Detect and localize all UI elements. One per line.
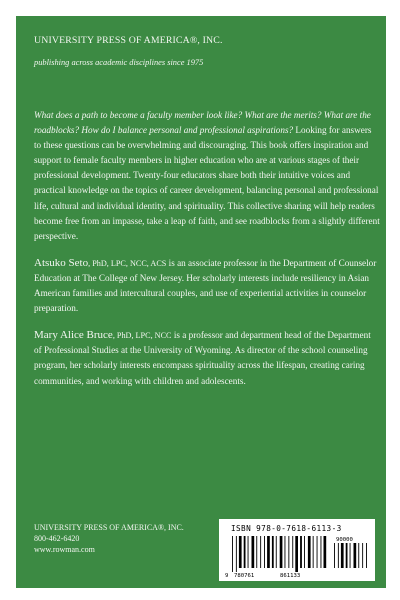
barcode-bar <box>232 536 233 572</box>
barcode-bar <box>334 543 335 568</box>
barcode-bar <box>252 536 255 568</box>
barcode-digit-first: 9 <box>225 573 229 579</box>
isbn-label: ISBN 978-0-7618-6113-3 <box>231 524 342 533</box>
barcode-bar <box>288 536 289 568</box>
isbn-barcode-box <box>219 519 375 581</box>
addon-bars <box>334 543 367 568</box>
barcode-bar <box>295 536 298 572</box>
description-body: Looking for answers to these questions can be overwhelming and discouraging. This book offers inspiration and support to female faculty members in higher education who are at various stages of their professional development. Twenty-four educators share both their intuitive voices and practical knowledge on the topics of career development, balancing personal and professional life, cultural and individual identity, and spirituality. This collective sharing will help readers become free from an impasse, take a leap of faith, and see roadblocks from a slightly different perspective. <box>34 125 380 241</box>
author-credentials: , PhD, LPC, NCC, ACS <box>88 258 167 268</box>
barcode-price-code: 90000 <box>336 537 353 543</box>
barcode-bar <box>354 543 357 568</box>
author-bio-seto <box>34 256 380 316</box>
barcode-bar <box>313 536 314 568</box>
publisher-phone: 800-462-6420 <box>34 534 80 543</box>
book-description <box>34 108 380 244</box>
barcode-bar <box>300 536 302 568</box>
barcode-bar <box>350 543 351 568</box>
ean-bars <box>232 536 326 572</box>
barcode-bar <box>272 536 274 568</box>
publisher-name-bottom: UNIVERSITY PRESS OF AMERICA®, INC. <box>34 523 184 532</box>
publisher-name-top: UNIVERSITY PRESS OF AMERICA®, INC. <box>34 35 223 46</box>
barcode-bar <box>304 536 305 568</box>
barcode-bar <box>267 536 270 568</box>
barcode-bar <box>264 536 265 568</box>
back-cover <box>16 16 386 588</box>
author-bio-text: is a professor and department head of the Department of Professional Studies at the University of Wyoming. As director of the school counseling program, her scholarly interests encompass spirituality across the lifespan, creating caring communities, and working with children and adolescents. <box>34 330 371 386</box>
barcode-bar <box>285 536 286 568</box>
barcode-bar <box>236 536 237 572</box>
back-cover-text <box>34 108 380 401</box>
barcode-digits-left: 780761 <box>234 573 255 579</box>
barcode-bar <box>346 543 348 568</box>
author-credentials: , PhD, LPC, NCC <box>112 331 172 341</box>
barcode-bar <box>358 543 359 568</box>
barcode-bar <box>324 536 327 568</box>
barcode-bar <box>321 536 322 568</box>
author-bio-text: is an associate professor in the Department of Counselor Education at The College of New Jersey. Her scholarly interests include resiliency in Asian American families and intercultural couples, and use of experiential activities in counselor preparation. <box>34 257 377 314</box>
barcode-bar <box>280 536 283 568</box>
barcode-bar <box>362 543 363 568</box>
description-questions: What does a path to become a faculty member look like? What are the merits? What are the roadblocks? How do I balance personal and professional aspirations? <box>34 110 371 136</box>
barcode-bar <box>248 536 249 568</box>
barcode-bar <box>292 536 293 568</box>
publisher-contact <box>34 522 184 555</box>
barcode-bar <box>276 536 277 568</box>
barcode-bar <box>244 536 246 568</box>
barcode-bar <box>308 536 311 568</box>
barcode-graphic <box>225 535 371 579</box>
author-name: Atsuko Seto <box>34 256 89 269</box>
barcode-bar <box>256 536 257 568</box>
barcode-bar <box>366 543 367 568</box>
barcode-bar <box>317 536 318 568</box>
barcode-bar <box>239 536 242 568</box>
barcode-bar <box>338 543 339 568</box>
author-bio-bruce <box>34 328 380 388</box>
publisher-tagline: publishing across academic disciplines since 1975 <box>34 58 204 67</box>
author-name: Mary Alice Bruce <box>34 329 113 342</box>
barcode-bar <box>260 536 261 568</box>
barcode-digits-right: 861133 <box>280 573 301 579</box>
barcode-bar <box>341 543 344 568</box>
publisher-website: www.rowman.com <box>34 545 95 554</box>
